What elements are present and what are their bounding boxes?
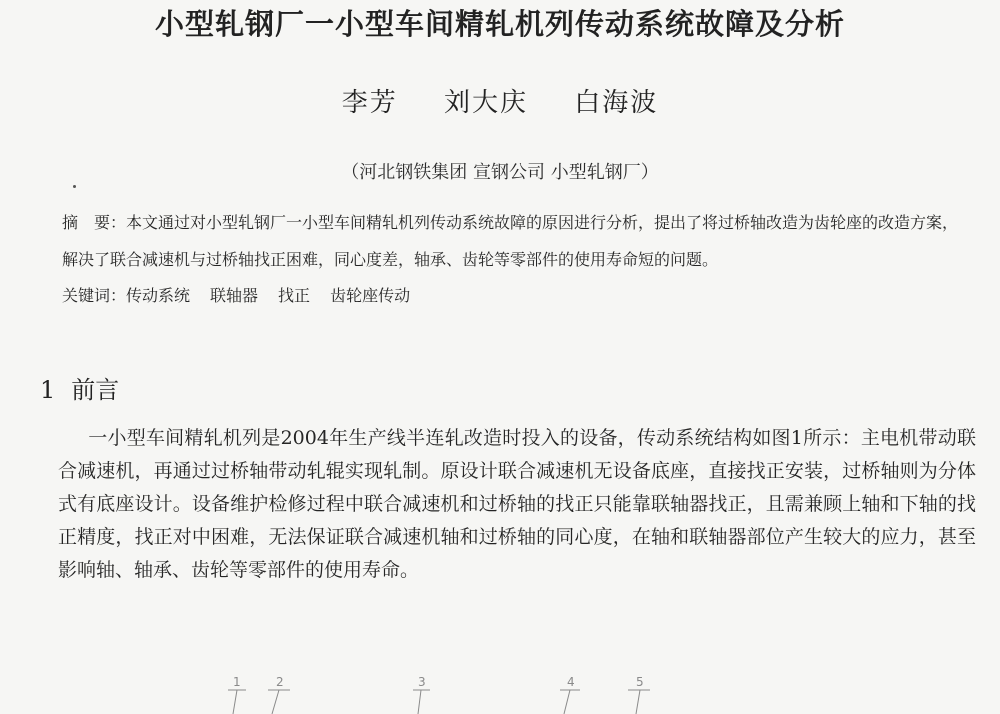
abstract — [62, 204, 972, 278]
figure-label: 1 — [233, 675, 241, 689]
figure-fragment — [0, 660, 1000, 714]
figure-label: 5 — [636, 675, 644, 689]
author-name: 白海波 — [574, 88, 659, 118]
figure-label: 2 — [276, 675, 284, 689]
author-list — [0, 82, 1000, 119]
section-title: 前言 — [71, 376, 120, 404]
keyword: 齿轮座传动 — [330, 286, 411, 305]
affiliation: （河北钢铁集团 宣钢公司 小型轧钢厂） — [341, 162, 659, 183]
author-name: 刘大庆 — [443, 88, 528, 118]
section-heading — [40, 370, 119, 405]
keyword: 联轴器 — [210, 286, 259, 305]
keyword: 找正 — [278, 286, 311, 305]
author-name: 李芳 — [341, 88, 398, 118]
keywords-label: 关键词： — [62, 286, 127, 305]
body-paragraph — [58, 422, 976, 587]
body-text: 一小型车间精轧机列是2004年生产线半连轧改造时投入的设备，传动系统结构如图1所示：主电机带动联合减速机，再通过过桥轴带动轧辊实现轧制。原设计联合减速机无设备底座，直接找正安装，过桥轴则为分体式有底座设计。设备维护检修过程中联合减速机和过桥轴的找正只能靠联轴器找正，且需兼顾上轴和下轴的找正精度，找正对中困难，无法保证联合减速机轴和过桥轴的同心度，在轴和联轴器部位产生较大的应力，甚至影响轴、轴承、齿轮等零部件的使用寿命。 — [58, 427, 976, 581]
figure-label: 4 — [567, 675, 575, 689]
paper-title: 小型轧钢厂一小型车间精轧机列传动系统故障及分析 — [154, 7, 845, 41]
section-number: 1 — [40, 376, 56, 404]
abstract-text: 本文通过对小型轧钢厂一小型车间精轧机列传动系统故障的原因进行分析，提出了将过桥轴改造为齿轮座的改造方案，解决了联合减速机与过桥轴找正困难，同心度差，轴承、齿轮等零部件的使用寿命短的问题。 — [62, 213, 959, 269]
keyword: 传动系统 — [126, 286, 191, 305]
scan-speck — [73, 185, 76, 188]
keywords — [62, 283, 972, 306]
abstract-label: 摘 要： — [62, 213, 127, 232]
figure-label: 3 — [418, 675, 426, 689]
